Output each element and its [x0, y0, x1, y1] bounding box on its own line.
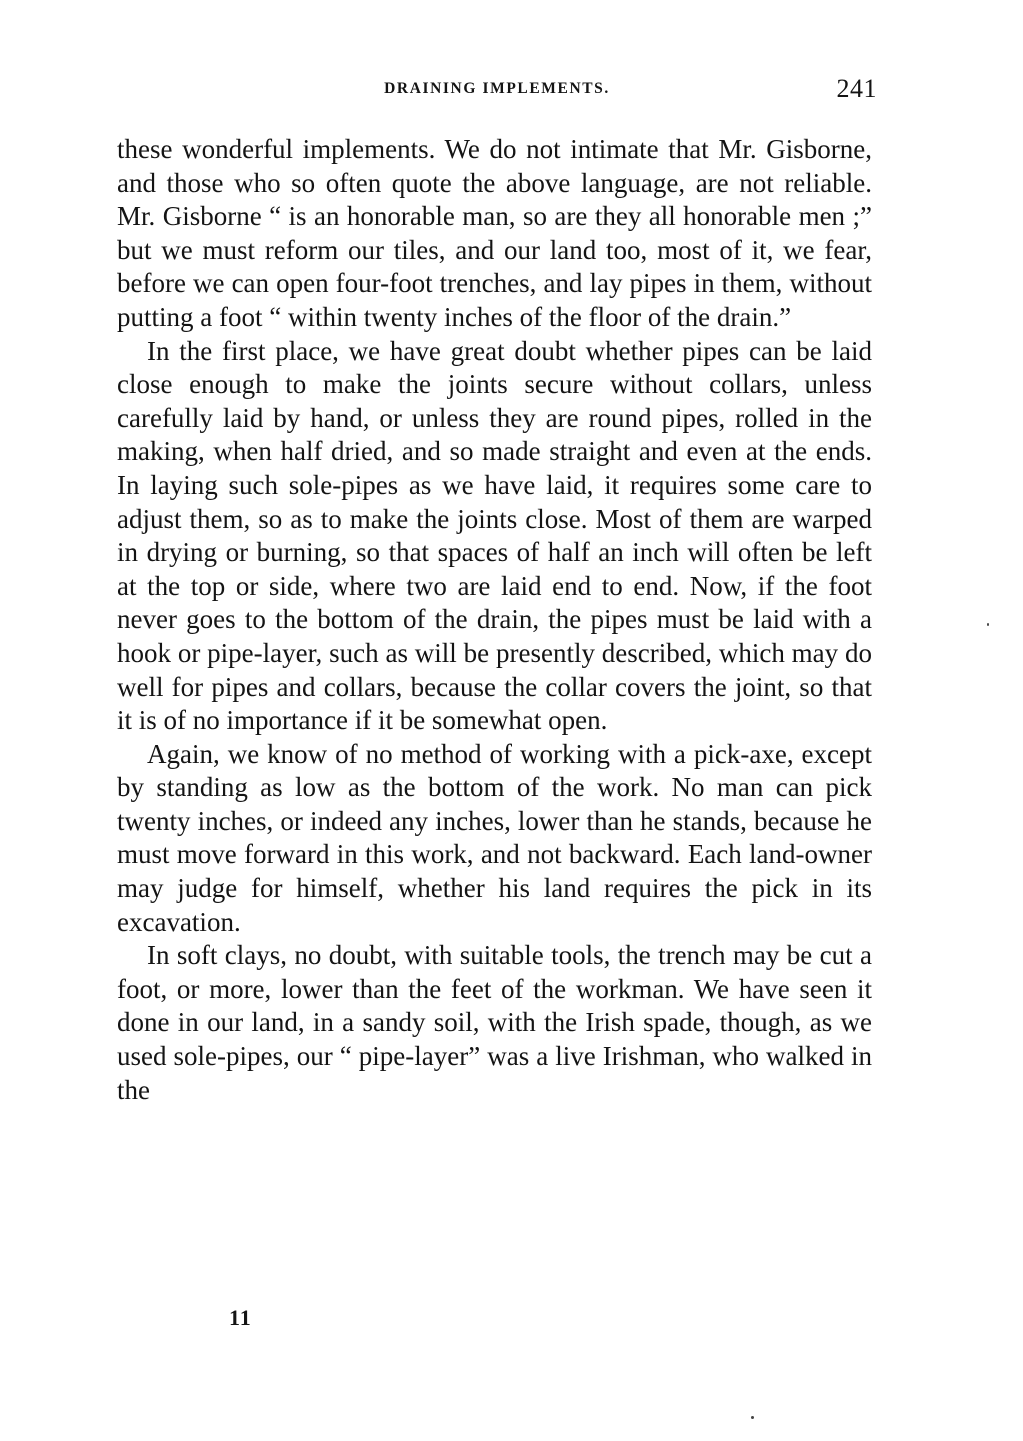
paragraph-continuation: these wonderful implements. We do not intimate that Mr. Gisborne, and those who so often quote the above language, are not reliable. Mr. Gisborne “ is an honorable man, so are they all honorable men ;” but we must reform our tiles, and our land too, most of it, we fear, before we can open four-foot trenches, and lay pipes in them, without putting a foot “ within twenty inches of the floor of the drain.” — [117, 134, 872, 332]
running-head — [117, 74, 877, 106]
ink-speck — [987, 623, 989, 626]
paragraph: In soft clays, no doubt, with suitable tools, the trench may be cut a foot, or more, lower than the feet of the workman. We have seen it done in our land, in a sandy soil, with the Irish spade, though, as we used sole-pipes, our “ pipe-layer” was a live Irishman, who walked in the — [117, 940, 872, 1105]
signature-mark: 11 — [229, 1305, 252, 1330]
paragraph: Again, we know of no method of working with a pick-axe, except by standing as low as the bottom of the work. No man can pick twenty inches, or indeed any inches, lower than he stands, because he must move forward in this work, and not backward. Each land-owner may judge for himself, whether his land requires the pick in its excavation. — [117, 738, 872, 937]
body-text — [117, 133, 872, 1107]
running-title: DRAINING IMPLEMENTS. — [384, 80, 610, 97]
ink-speck — [751, 1416, 754, 1419]
page-number: 241 — [836, 74, 877, 103]
paragraph: In the first place, we have great doubt whether pipes can be laid close enough to make the joints secure without collars, unless carefully laid by hand, or unless they are round pipes, rolled in the making, when half dried, and so made straight and even at the ends. In laying such sole-pipes as we have laid, it requires some care to adjust them, so as to make the joints close. Most of them are warped in drying or burning, so that spaces of half an inch will often be left at the top or side, where two are laid end to end. Now, if the foot never goes to the bottom of the drain, the pipes must be laid with a hook or pipe-layer, such as will be presently described, which may do well for pipes and collars, because the collar covers the joint, so that it is of no importance if it be somewhat open. — [117, 335, 872, 736]
